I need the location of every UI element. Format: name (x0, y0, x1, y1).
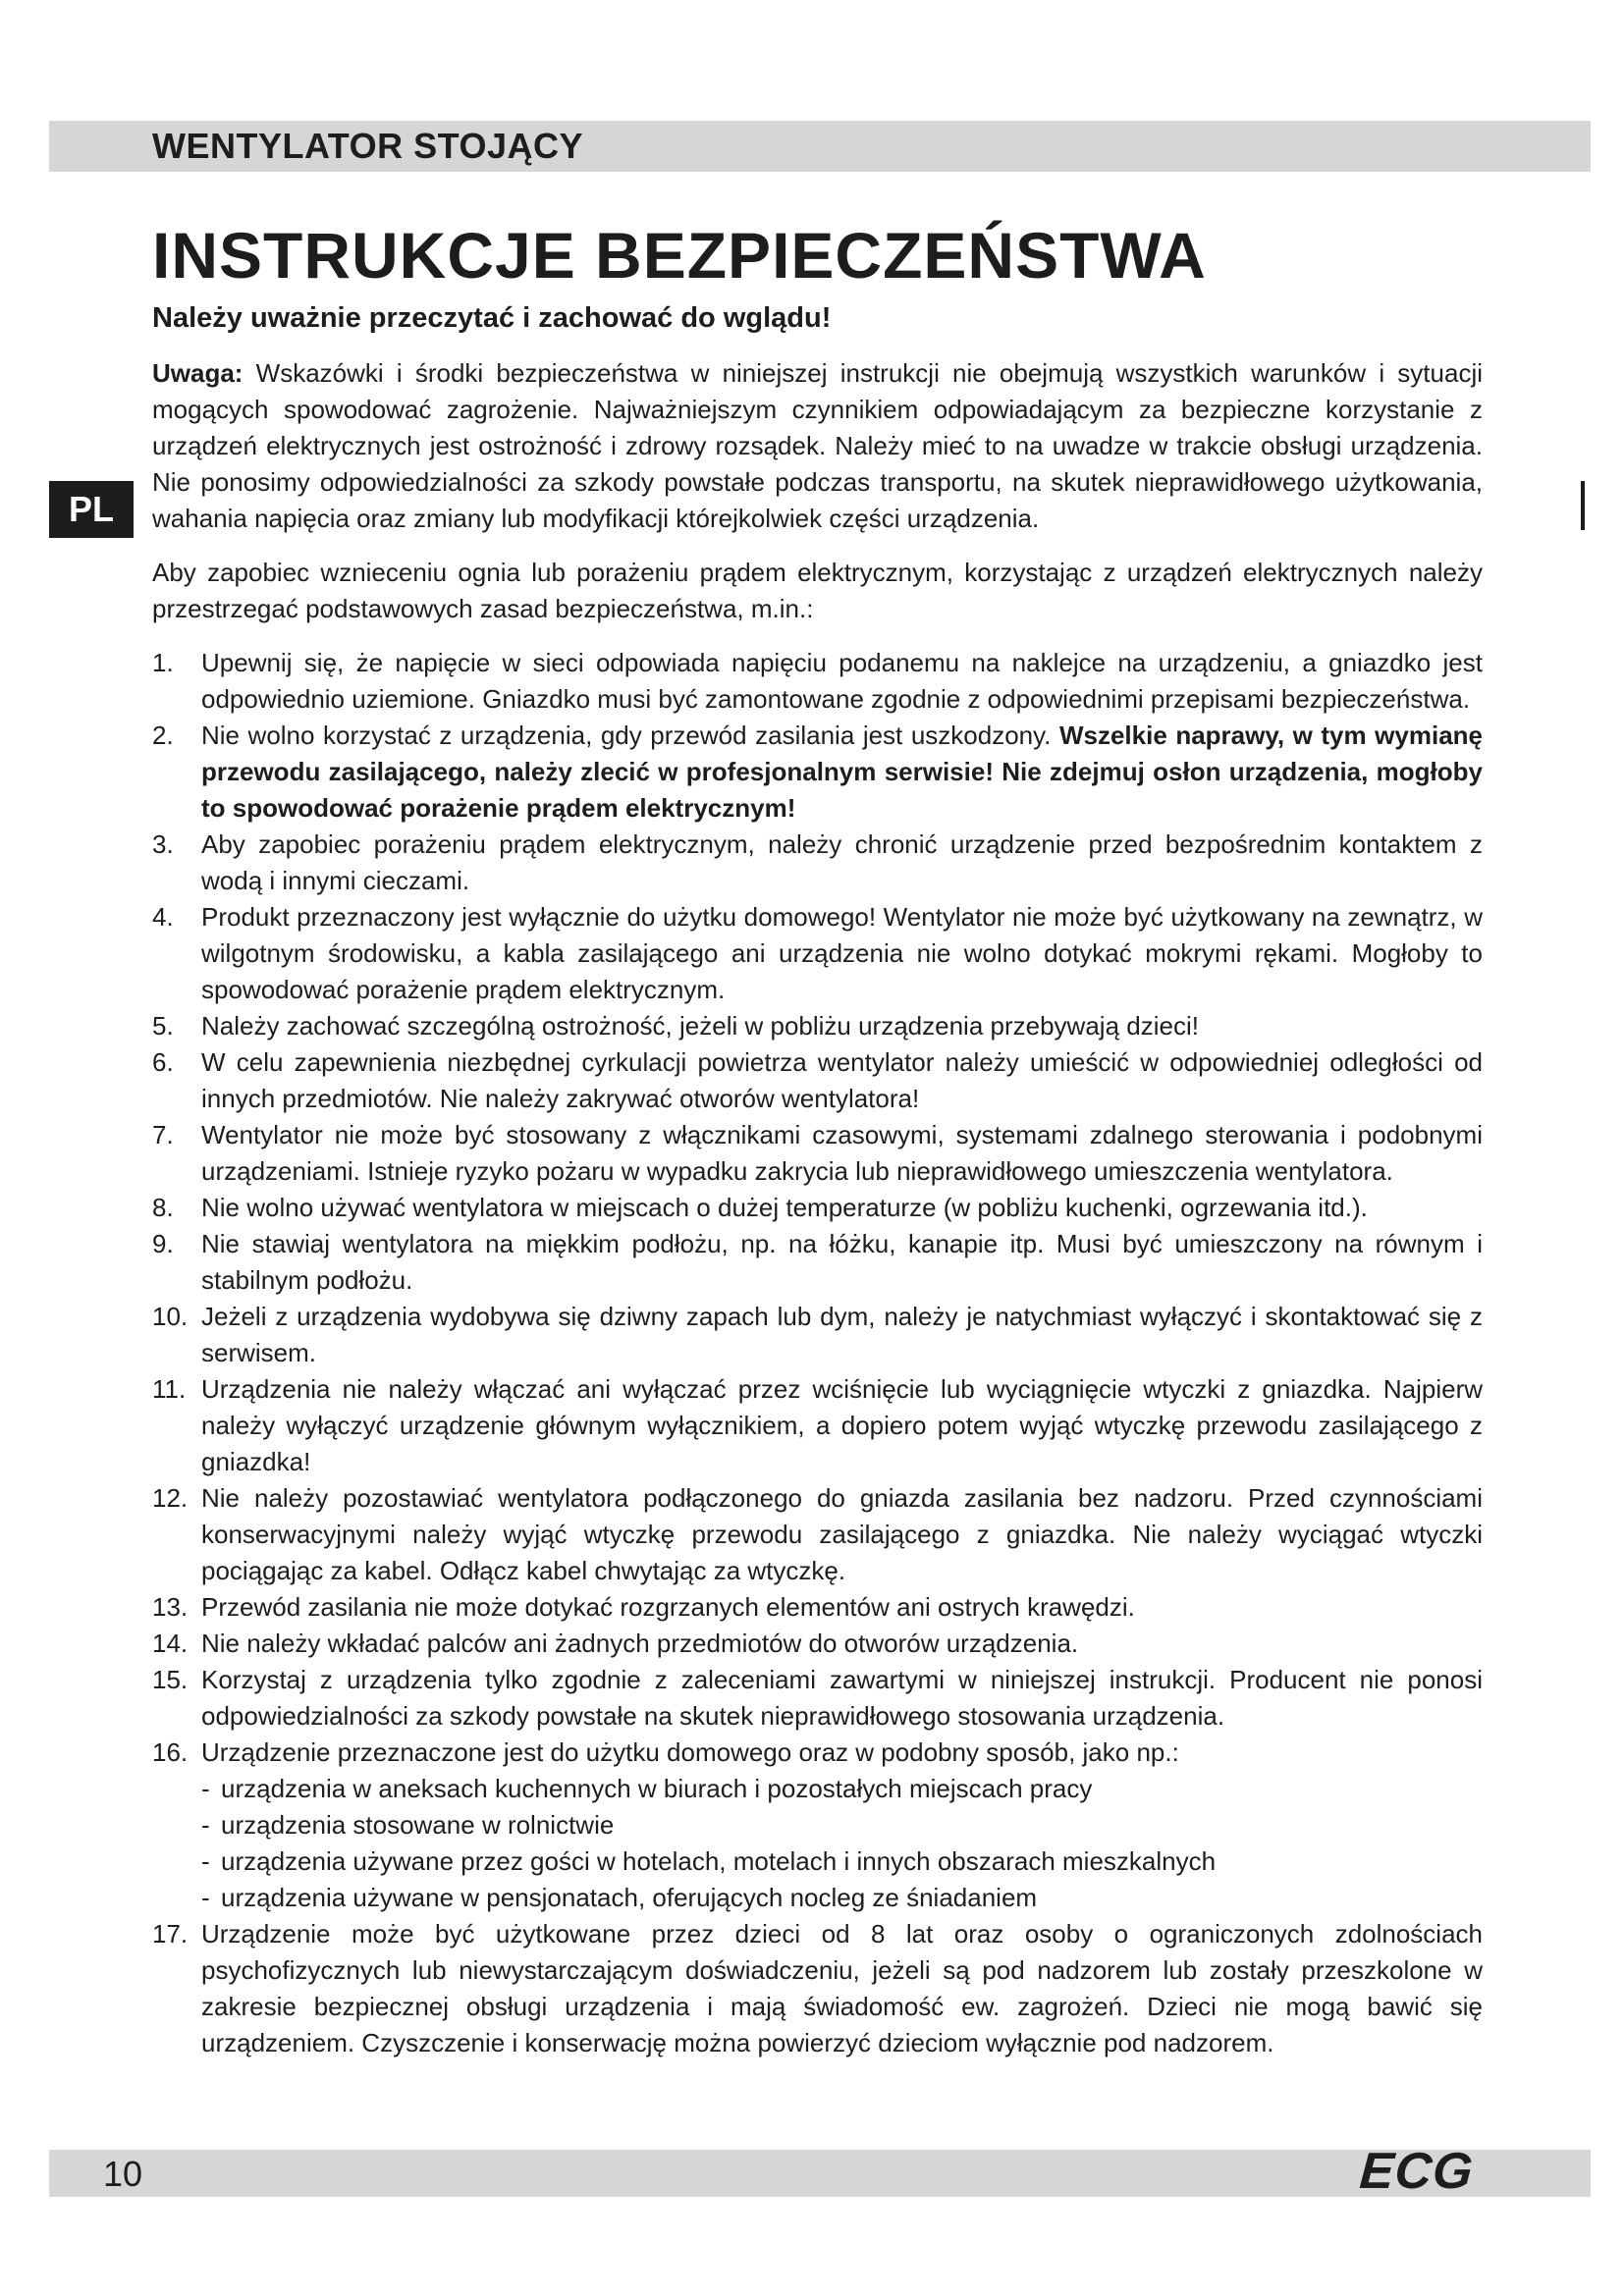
note-text: Wskazówki i środki bezpieczeństwa w niniejszej instrukcji nie obejmują wszystkich warunków i sytuacji mogących spowodować zagrożenie. Najważniejszym czynnikiem odpowiadającym za bezpieczne korzystanie z urządzeń elektrycznych jest ostrożność i zdrowy rozsądek. Należy mieć to na uwadze w trakcie obsługi urządzenia. Nie ponosimy odpowiedzialności za szkody powstałe podczas transportu, na skutek nieprawidłowego użytkowania, wahania napięcia oraz zmiany lub modyfikacji którejkolwiek części urządzenia. (152, 358, 1483, 533)
item-number: 13. (152, 1592, 189, 1622)
item-number: 6. (152, 1047, 174, 1077)
list-item (152, 1735, 1483, 1916)
item-number: 11. (152, 1374, 187, 1404)
item-text: Korzystaj z urządzenia tylko zgodnie z zaleceniami zawartymi w niniejszej instrukcji. Producent nie ponosi odpowiedzialności za szkody powstałe na skutek nieprawidłowego stosowania urządzenia. (201, 1665, 1483, 1731)
item-number: 7. (152, 1120, 174, 1149)
list-item (152, 645, 1483, 718)
item-number: 9. (152, 1229, 174, 1258)
sublist-item (201, 1807, 1483, 1843)
list-item (152, 1117, 1483, 1190)
list-item (152, 1190, 1483, 1226)
sublist-text: urządzenia używane przez gości w hotelach, motelach i innych obszarach mieszkalnych (221, 1846, 1217, 1876)
list-item (152, 1589, 1483, 1626)
item-text: Przewód zasilania nie może dotykać rozgrzanych elementów ani ostrych krawędzi. (201, 1592, 1135, 1622)
item-text: Nie należy pozostawiać wentylatora podłączonego do gniazda zasilania bez nadzoru. Przed czynnościami konserwacyjnymi należy wyjąć wtyczkę przewodu zasilającego z gniazdka. Nie należy wyciągać wtyczki pociągając za kabel. Odłącz kabel chwytając za wtyczkę. (201, 1483, 1483, 1585)
note-label: Uwaga: (152, 358, 244, 388)
page-title: INSTRUKCJE BEZPIECZEŃSTWA (152, 219, 1207, 292)
page-number: 10 (103, 2154, 143, 2194)
item-number: 16. (152, 1737, 189, 1767)
item-text: W celu zapewnienia niezbędnej cyrkulacji powietrza wentylator należy umieścić w odpowiedniej odległości od innych przedmiotów. Nie należy zakrywać otworów wentylatora! (201, 1047, 1483, 1113)
dash-bullet: - (201, 1810, 210, 1840)
item-text: Nie wolno używać wentylatora w miejscach o dużej temperaturze (w pobliżu kuchenki, ogrzewania itd.). (201, 1193, 1368, 1222)
list-item (152, 1662, 1483, 1735)
list-item (152, 1299, 1483, 1371)
list-item (152, 1371, 1483, 1480)
lead-paragraph: Aby zapobiec wznieceniu ognia lub porażeniu prądem elektrycznym, korzystając z urządzeń elektrycznych należy przestrzegać podstawowych zasad bezpieczeństwa, m.in.: (152, 558, 1483, 623)
document-body (152, 355, 1483, 2061)
item-text: Urządzenia nie należy włączać ani wyłączać przez wciśnięcie lub wyciągnięcie wtyczki z gniazdka. Najpierw należy wyłączyć urządzenie głównym wyłącznikiem, a dopiero potem wyjąć wtyczkę przewodu zasilającego z gniazdka! (201, 1374, 1483, 1476)
item-text: Nie należy wkładać palców ani żadnych przedmiotów do otworów urządzenia. (201, 1629, 1079, 1658)
item-text: Aby zapobiec porażeniu prądem elektrycznym, należy chronić urządzenie przed bezpośrednim kontaktem z wodą i innymi cieczami. (201, 829, 1483, 895)
usage-sublist (201, 1771, 1483, 1916)
item-text: Produkt przeznaczony jest wyłącznie do użytku domowego! Wentylator nie może być użytkowany na zewnątrz, w wilgotnym środowisku, a kabla zasilającego ani urządzenia nie wolno dotykać mokrymi rękami. Mogłoby to spowodować porażenie prądem elektrycznym. (201, 902, 1483, 1004)
item-number: 15. (152, 1665, 189, 1694)
section-title: WENTYLATOR STOJĄCY (152, 126, 584, 166)
item-number: 2. (152, 721, 174, 750)
sublist-text: urządzenia stosowane w rolnictwie (221, 1810, 615, 1840)
list-item (152, 1480, 1483, 1589)
item-text: Upewnij się, że napięcie w sieci odpowiada napięciu podanemu na naklejce na urządzeniu, a gniazdko jest odpowiednio uziemione. Gniazdko musi być zamontowane zgodnie z odpowiednimi przepisami bezpieczeństwa. (201, 648, 1483, 714)
sublist-text: urządzenia w aneksach kuchennych w biurach i pozostałych miejscach pracy (221, 1774, 1093, 1803)
item-text: Jeżeli z urządzenia wydobywa się dziwny zapach lub dym, należy je natychmiast wyłączyć i skontaktować się z serwisem. (201, 1302, 1483, 1367)
margin-marker (1581, 481, 1585, 530)
item-number: 1. (152, 648, 174, 677)
dash-bullet: - (201, 1883, 210, 1912)
sublist-item (201, 1771, 1483, 1807)
safety-list (152, 645, 1483, 2061)
item-text: Wentylator nie może być stosowany z włącznikami czasowymi, systemami zdalnego sterowania i podobnymi urządzeniami. Istnieje ryzyko pożaru w wypadku zakrycia lub nieprawidłowego umieszczenia wentylatora. (201, 1120, 1483, 1186)
list-item (152, 1044, 1483, 1117)
list-item (152, 899, 1483, 1008)
list-item (152, 1626, 1483, 1662)
sublist-text: urządzenia używane w pensjonatach, oferujących nocleg ze śniadaniem (221, 1883, 1038, 1912)
list-item (152, 827, 1483, 899)
list-item (152, 1916, 1483, 2061)
sublist-item (201, 1880, 1483, 1916)
item-number: 8. (152, 1193, 174, 1222)
dash-bullet: - (201, 1846, 210, 1876)
brand-logo: ECG (1357, 2143, 1476, 2200)
item-warning: Wszelkie naprawy, w tym wymianę przewodu zasilającego, należy zlecić w profesjonalnym serwisie! Nie zdejmuj osłon urządzenia, mogłoby to spowodować porażenie prądem elektrycznym! (201, 721, 1483, 823)
item-number: 3. (152, 829, 174, 859)
dash-bullet: - (201, 1774, 210, 1803)
item-text: Nie wolno korzystać z urządzenia, gdy przewód zasilania jest uszkodzony. (201, 721, 1059, 750)
language-tab: PL (49, 481, 134, 538)
list-item (152, 718, 1483, 827)
item-number: 4. (152, 902, 174, 932)
item-number: 5. (152, 1011, 174, 1041)
item-text: Nie stawiaj wentylatora na miękkim podłożu, np. na łóżku, kanapie itp. Musi być umieszczony na równym i stabilnym podłożu. (201, 1229, 1483, 1295)
page-subtitle: Należy uważnie przeczytać i zachować do wglądu! (152, 302, 832, 334)
item-number: 17. (152, 1919, 189, 1949)
item-number: 14. (152, 1629, 189, 1658)
item-number: 12. (152, 1483, 189, 1513)
list-item (152, 1226, 1483, 1299)
item-text: Urządzenie może być użytkowane przez dzieci od 8 lat oraz osoby o ograniczonych zdolnościach psychofizycznych lub niewystarczającym doświadczeniu, jeżeli są pod nadzorem lub zostały przeszkolone w zakresie bezpiecznej obsługi urządzenia i mają świadomość ew. zagrożeń. Dzieci nie mogą bawić się urządzeniem. Czyszczenie i konserwację można powierzyć dzieciom wyłącznie pod nadzorem. (201, 1919, 1483, 2057)
item-text: Urządzenie przeznaczone jest do użytku domowego oraz w podobny sposób, jako np.: (201, 1737, 1179, 1767)
item-text: Należy zachować szczególną ostrożność, jeżeli w pobliżu urządzenia przebywają dzieci! (201, 1011, 1199, 1041)
item-number: 10. (152, 1302, 189, 1331)
note-paragraph (152, 355, 1483, 537)
list-item (152, 1008, 1483, 1044)
sublist-item (201, 1843, 1483, 1880)
